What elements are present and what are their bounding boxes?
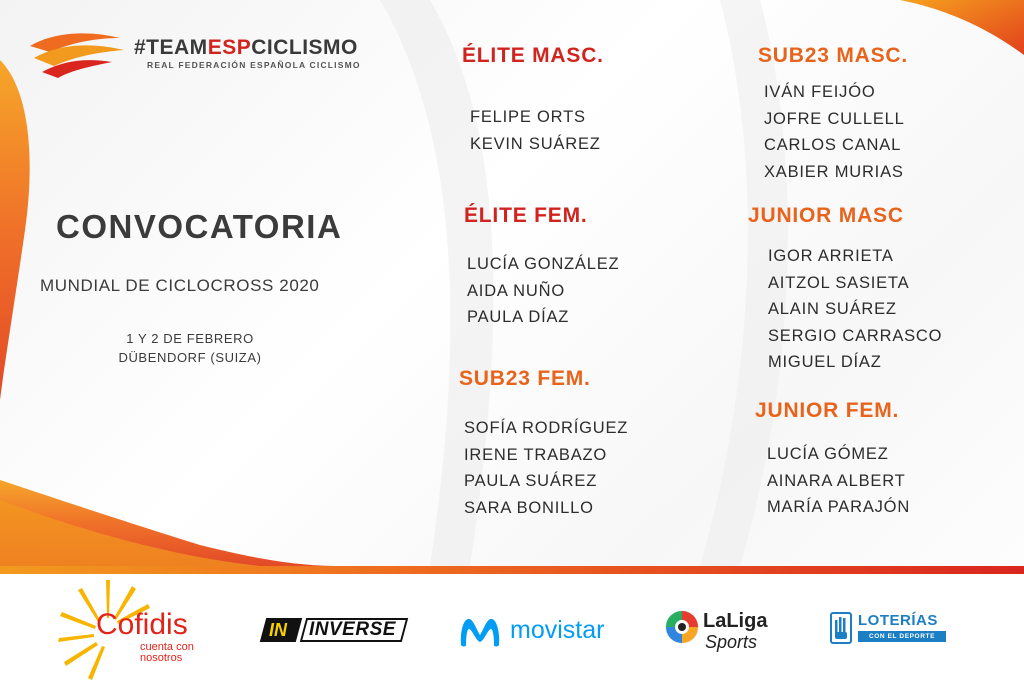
category-sub23-masc [758,44,908,68]
category-title: JUNIOR MASC [748,204,904,227]
cofidis-tagline-line1: cuenta con [140,641,194,653]
page-title: CONVOCATORIA [56,208,343,245]
cofidis-logo-text: Cofidis [96,608,188,641]
rider-name: AINARA ALBERT [767,471,906,490]
laliga-sports-text: Sports [705,632,758,652]
rider-name: LUCÍA GONZÁLEZ [467,255,620,273]
sponsor-laliga [665,608,775,660]
rider-name: LUCÍA GÓMEZ [767,445,889,463]
category-title: ÉLITE FEM. [464,204,588,227]
movistar-logo-text: movistar [510,616,605,644]
category-elite-masc [462,44,604,68]
riders-junior-fem [767,441,910,521]
inverse-badge: IN [269,620,287,640]
movistar-m-icon [458,615,502,649]
rider-name: PAULA SUÁREZ [464,472,598,490]
rider-name: KEVIN SUÁREZ [470,134,601,153]
rider-name: MARÍA PARAJÓN [767,498,911,516]
category-title: SUB23 FEM. [459,367,591,390]
rider-name: SARA BONILLO [464,498,594,517]
divider-stripe [0,566,1024,574]
sponsor-cofidis [58,580,218,680]
rider-name: AITZOL SASIETA [768,273,910,292]
rider-name: IVÁN FEIJÓO [764,83,876,101]
rider-name: SOFÍA RODRÍGUEZ [464,419,629,437]
rider-name: AIDA NUÑO [467,281,565,300]
rider-name: IGOR ARRIETA [768,247,894,265]
rider-name: MIGUEL DÍAZ [768,353,882,371]
category-title: JUNIOR FEM. [755,399,900,422]
riders-elite-masc [470,104,601,157]
sponsor-inverse [263,616,408,646]
category-title: SUB23 MASC. [758,44,908,67]
sponsor-bar [0,574,1024,683]
rider-name: IRENE TRABAZO [464,445,608,464]
rider-name: ALAIN SUÁREZ [768,300,897,318]
category-elite-fem [464,204,588,228]
event-location: DÜBENDORF (SUIZA) [118,350,262,365]
rider-name: XABIER MURIAS [764,162,904,181]
rider-name: SERGIO CARRASCO [768,326,943,345]
inverse-logo-text: INVERSE [309,619,396,640]
event-details [110,329,270,367]
riders-junior-masc [768,243,942,376]
loterias-hand-icon [830,612,852,644]
riders-sub23-masc [764,79,905,185]
rider-name: JOFRE CULLELL [764,109,905,128]
event-dates: 1 Y 2 DE FEBRERO [126,331,254,346]
cofidis-tagline [140,642,194,664]
event-name: MUNDIAL DE CICLOCROSS 2020 [40,276,320,295]
category-title: ÉLITE MASC. [462,44,604,67]
federation-logo-icon [28,28,128,80]
loterias-subtitle: CON EL DEPORTE [858,631,946,642]
riders-elite-fem [467,251,619,331]
category-junior-masc [748,204,904,228]
loterias-logo-text: LOTERÍAS [858,612,938,629]
hashtag-logo: #TEAMESPCICLISMO [134,36,358,59]
rider-name: FELIPE ORTS [470,108,586,126]
laliga-logo-text: LaLiga [703,610,768,632]
cofidis-tagline-line2: nosotros [140,652,183,664]
category-sub23-fem [459,367,591,391]
sponsor-movistar [458,612,628,652]
rider-name: CARLOS CANAL [764,136,902,154]
rider-name: PAULA DÍAZ [467,308,570,326]
laliga-ball-icon [665,610,699,644]
sponsor-loterias [830,610,950,646]
riders-sub23-fem [464,415,628,521]
federation-name: REAL FEDERACIÓN ESPAÑOLA CICLISMO [147,60,361,70]
category-junior-fem [755,399,899,423]
